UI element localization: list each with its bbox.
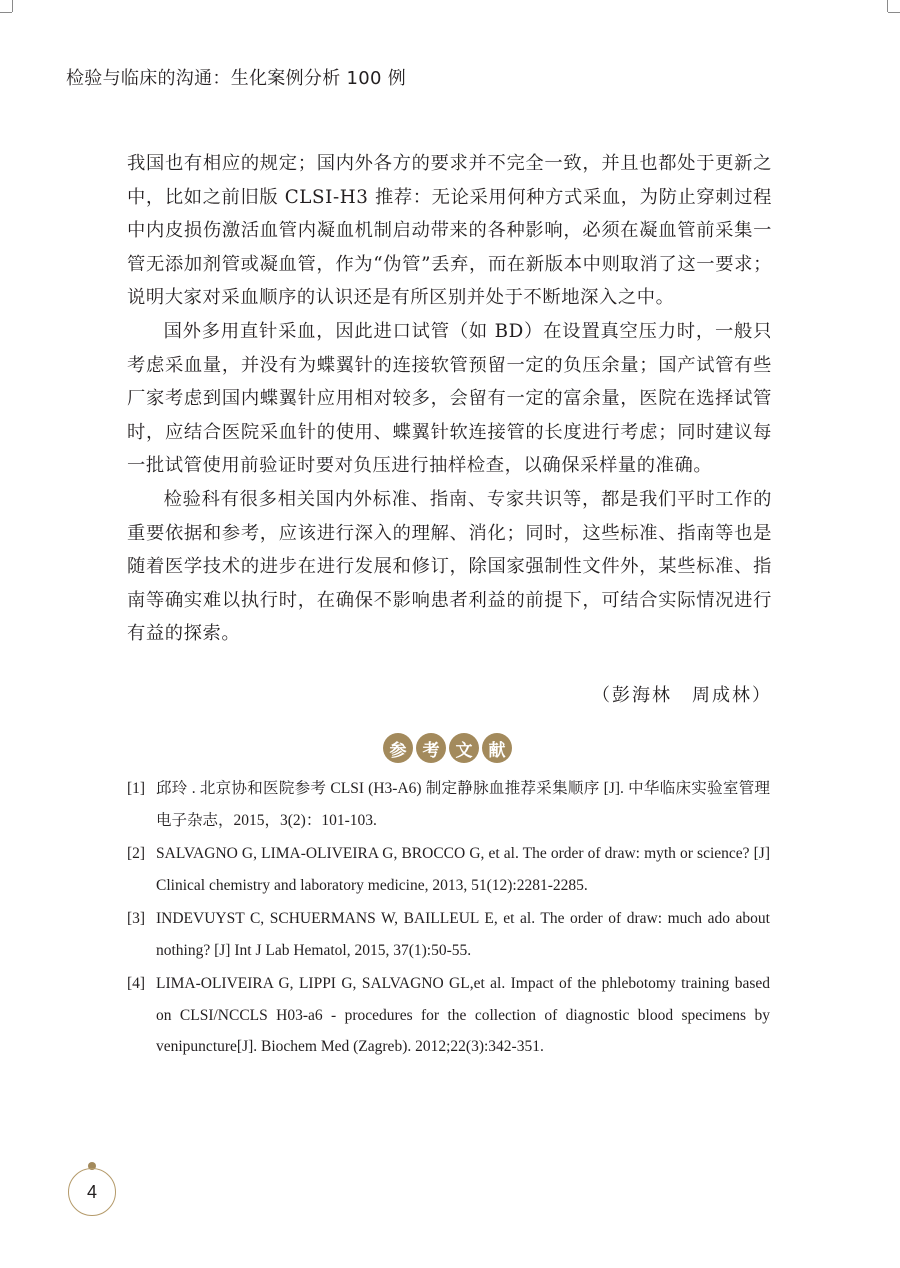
references-list: [127, 773, 770, 1065]
reference-item: [127, 773, 770, 836]
running-header-title: 检验与临床的沟通：生化案例分析 100 例: [66, 68, 407, 89]
author-signature: （彭海林 周成林）: [592, 685, 772, 706]
reference-number: [2]: [127, 845, 146, 862]
references-heading-char: 文: [449, 733, 479, 763]
body-text: [127, 147, 772, 651]
reference-number: [4]: [127, 975, 146, 992]
body-paragraph: 检验科有很多相关国内外标准、指南、专家共识等，都是我们平时工作的重要依据和参考，应该进行深入的理解、消化；同时，这些标准、指南等也是随着医学技术的进步在进行发展和修订，除国家强制性文件外，某些标准、指南等确实难以执行时，在确保不影响患者利益的前提下，可结合实际情况进行有益的探索。: [127, 488, 772, 645]
reference-item: [127, 838, 770, 901]
crop-mark-top-left: [0, 12, 12, 13]
reference-item: [127, 903, 770, 966]
reference-item: [127, 968, 770, 1063]
body-paragraph: 我国也有相应的规定；国内外各方的要求并不完全一致，并且也都处于更新之中，比如之前旧版 CLSI-H3 推荐：无论采用何种方式采血，为防止穿刺过程中内皮损伤激活血管内凝血机制启动带来的各种影响，必须在凝血管前采集一管无添加剂管或凝血管，作为“伪管”丢弃，而在新版本中则取消了这一要求；说明大家对采血顺序的认识还是有所区别并处于不断地深入之中。: [127, 153, 772, 309]
reference-text: SALVAGNO G, LIMA-OLIVEIRA G, BROCCO G, et al. The order of draw: myth or science? [J] Clinical chemistry and laboratory medicine, 2013, 51(12):2281-2285.: [156, 845, 770, 894]
crop-mark-top-right-v: [887, 0, 888, 12]
reference-text: LIMA-OLIVEIRA G, LIPPI G, SALVAGNO GL,et al. Impact of the phlebotomy training based on CLSI/NCCLS H03-a6 - procedures for the collection of diagnostic blood specimens by venipuncture[J]. Biochem Med (Zagreb). 2012;22(3):342-351.: [156, 975, 770, 1055]
reference-text: 邱玲 . 北京协和医院参考 CLSI (H3-A6) 制定静脉血推荐采集顺序 [J]. 中华临床实验室管理电子杂志，2015，3(2)：101-103.: [156, 780, 770, 829]
reference-text: INDEVUYST C, SCHUERMANS W, BAILLEUL E, et al. The order of draw: much ado about nothing? [J] Int J Lab Hematol, 2015, 37(1):50-55.: [156, 910, 770, 959]
references-heading: [383, 733, 512, 763]
references-heading-char: 献: [482, 733, 512, 763]
crop-mark-top-right: [888, 12, 900, 13]
body-paragraph: 国外多用直针采血，因此进口试管（如 BD）在设置真空压力时，一般只考虑采血量，并没有为蝶翼针的连接软管预留一定的负压余量；国产试管有些厂家考虑到国内蝶翼针应用相对较多，会留有一定的富余量，医院在选择试管时，应结合医院采血针的使用、蝶翼针软连接管的长度进行考虑；同时建议每一批试管使用前验证时要对负压进行抽样检查，以确保采样量的准确。: [127, 320, 772, 477]
references-heading-char: 考: [416, 733, 446, 763]
page-number: 4: [86, 1181, 97, 1202]
references-heading-char: 参: [383, 733, 413, 763]
reference-number: [3]: [127, 910, 146, 927]
page-number-circle: [68, 1168, 116, 1216]
reference-number: [1]: [127, 780, 146, 797]
crop-mark-top-left-v: [12, 0, 13, 12]
